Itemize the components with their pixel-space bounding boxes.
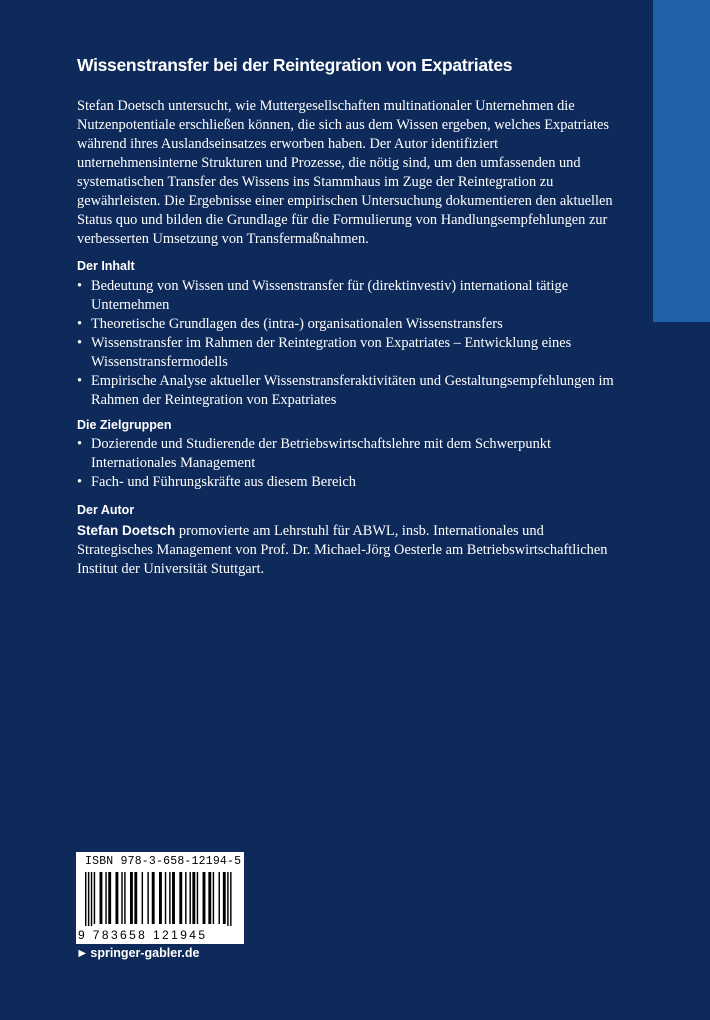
barcode-bar	[159, 872, 162, 924]
list-item: • Bedeutung von Wissen und Wissenstransfer für (direktinvestiv) international tätige Unternehmen	[77, 277, 617, 315]
list-item: • Wissenstransfer im Rahmen der Reintegration von Expatriates – Entwicklung eines Wissenstransfermodells	[77, 334, 617, 372]
isbn-label: ISBN 978-3-658-12194-5	[85, 855, 242, 868]
barcode-bar	[218, 872, 219, 924]
barcode-bar	[100, 872, 103, 924]
barcode-bars	[85, 872, 235, 926]
barcode-bar	[208, 872, 211, 924]
barcode-bar	[223, 872, 226, 924]
author-name: Stefan Doetsch	[77, 523, 176, 538]
barcode-bar	[121, 872, 122, 924]
barcode-bar	[91, 872, 92, 926]
inhalt-list	[77, 277, 617, 410]
barcode-bar	[203, 872, 206, 924]
barcode-bar	[85, 872, 86, 926]
arrow-right-icon: ►	[76, 946, 89, 960]
author-paragraph	[77, 521, 617, 579]
barcode-bar	[94, 872, 95, 924]
section-heading-inhalt: Der Inhalt	[77, 259, 135, 273]
barcode-bar	[105, 872, 106, 924]
isbn-barcode	[76, 852, 244, 944]
barcode-bar	[230, 872, 231, 926]
barcode-bar	[88, 872, 89, 926]
list-item: • Fach- und Führungskräfte aus diesem Bereich	[77, 473, 617, 492]
section-heading-zielgruppen: Die Zielgruppen	[77, 418, 172, 432]
section-heading-autor: Der Autor	[77, 503, 135, 517]
barcode-bar	[179, 872, 182, 924]
barcode-bar	[227, 872, 228, 926]
barcode-bar	[189, 872, 190, 924]
barcode-bar	[197, 872, 198, 924]
barcode-bar	[142, 872, 143, 924]
book-title: Wissenstransfer bei der Reintegration von Expatriates	[77, 55, 513, 75]
publisher-link[interactable]	[76, 946, 199, 960]
barcode-bar	[108, 872, 111, 924]
website-label: springer-gabler.de	[90, 946, 200, 960]
decorative-color-band	[653, 0, 710, 322]
ean-digits: 9 783658 121945	[78, 928, 208, 942]
barcode-bar	[172, 872, 175, 924]
list-item: • Empirische Analyse aktueller Wissenstransferaktivitäten und Gestaltungsempfehlungen im Rahmen der Reintegration von Expatriates	[77, 372, 617, 410]
barcode-bar	[130, 872, 133, 924]
barcode-bar	[147, 872, 148, 924]
barcode-bar	[213, 872, 214, 924]
barcode-bar	[134, 872, 137, 924]
barcode-bar	[169, 872, 170, 924]
barcode-bar	[152, 872, 155, 924]
barcode-bar	[115, 872, 118, 924]
intro-paragraph: Stefan Doetsch untersucht, wie Muttergesellschaften multinationaler Unternehmen die Nutzenpotentiale erschließen können, die sich aus dem Wissen ergeben, welches Expatriates während ihres Auslandseinsatzes erworben haben. Der Autor identifiziert unternehmensinterne Strukturen und Prozesse, die nötig sind, um den umfassenden und systematischen Transfer des Wissens ins Stammhaus im Zuge der Reintegration zu gewährleisten. Die Ergebnisse einer empirischen Untersuchung dokumentieren den aktuellen Status quo und bilden die Grundlage für die Formulierung von Handlungsempfehlungen zur verbesserten Umsetzung von Transfermaßnahmen.	[77, 98, 613, 247]
author-bio: promovierte am Lehrstuhl für ABWL, insb. Internationales und Strategisches Management von Prof. Dr. Michael-Jörg Oesterle am Betriebswirtschaftlichen Institut der Universität Stuttgart.	[77, 523, 608, 577]
list-item: • Dozierende und Studierende der Betriebswirtschaftslehre mit dem Schwerpunkt Internationales Management	[77, 435, 617, 473]
barcode-bar	[185, 872, 186, 924]
barcode-bar	[165, 872, 166, 924]
list-item: • Theoretische Grundlagen des (intra-) organisationalen Wissenstransfers	[77, 315, 617, 334]
barcode-bar	[124, 872, 125, 924]
zielgruppen-list	[77, 435, 617, 492]
barcode-bar	[192, 872, 195, 924]
